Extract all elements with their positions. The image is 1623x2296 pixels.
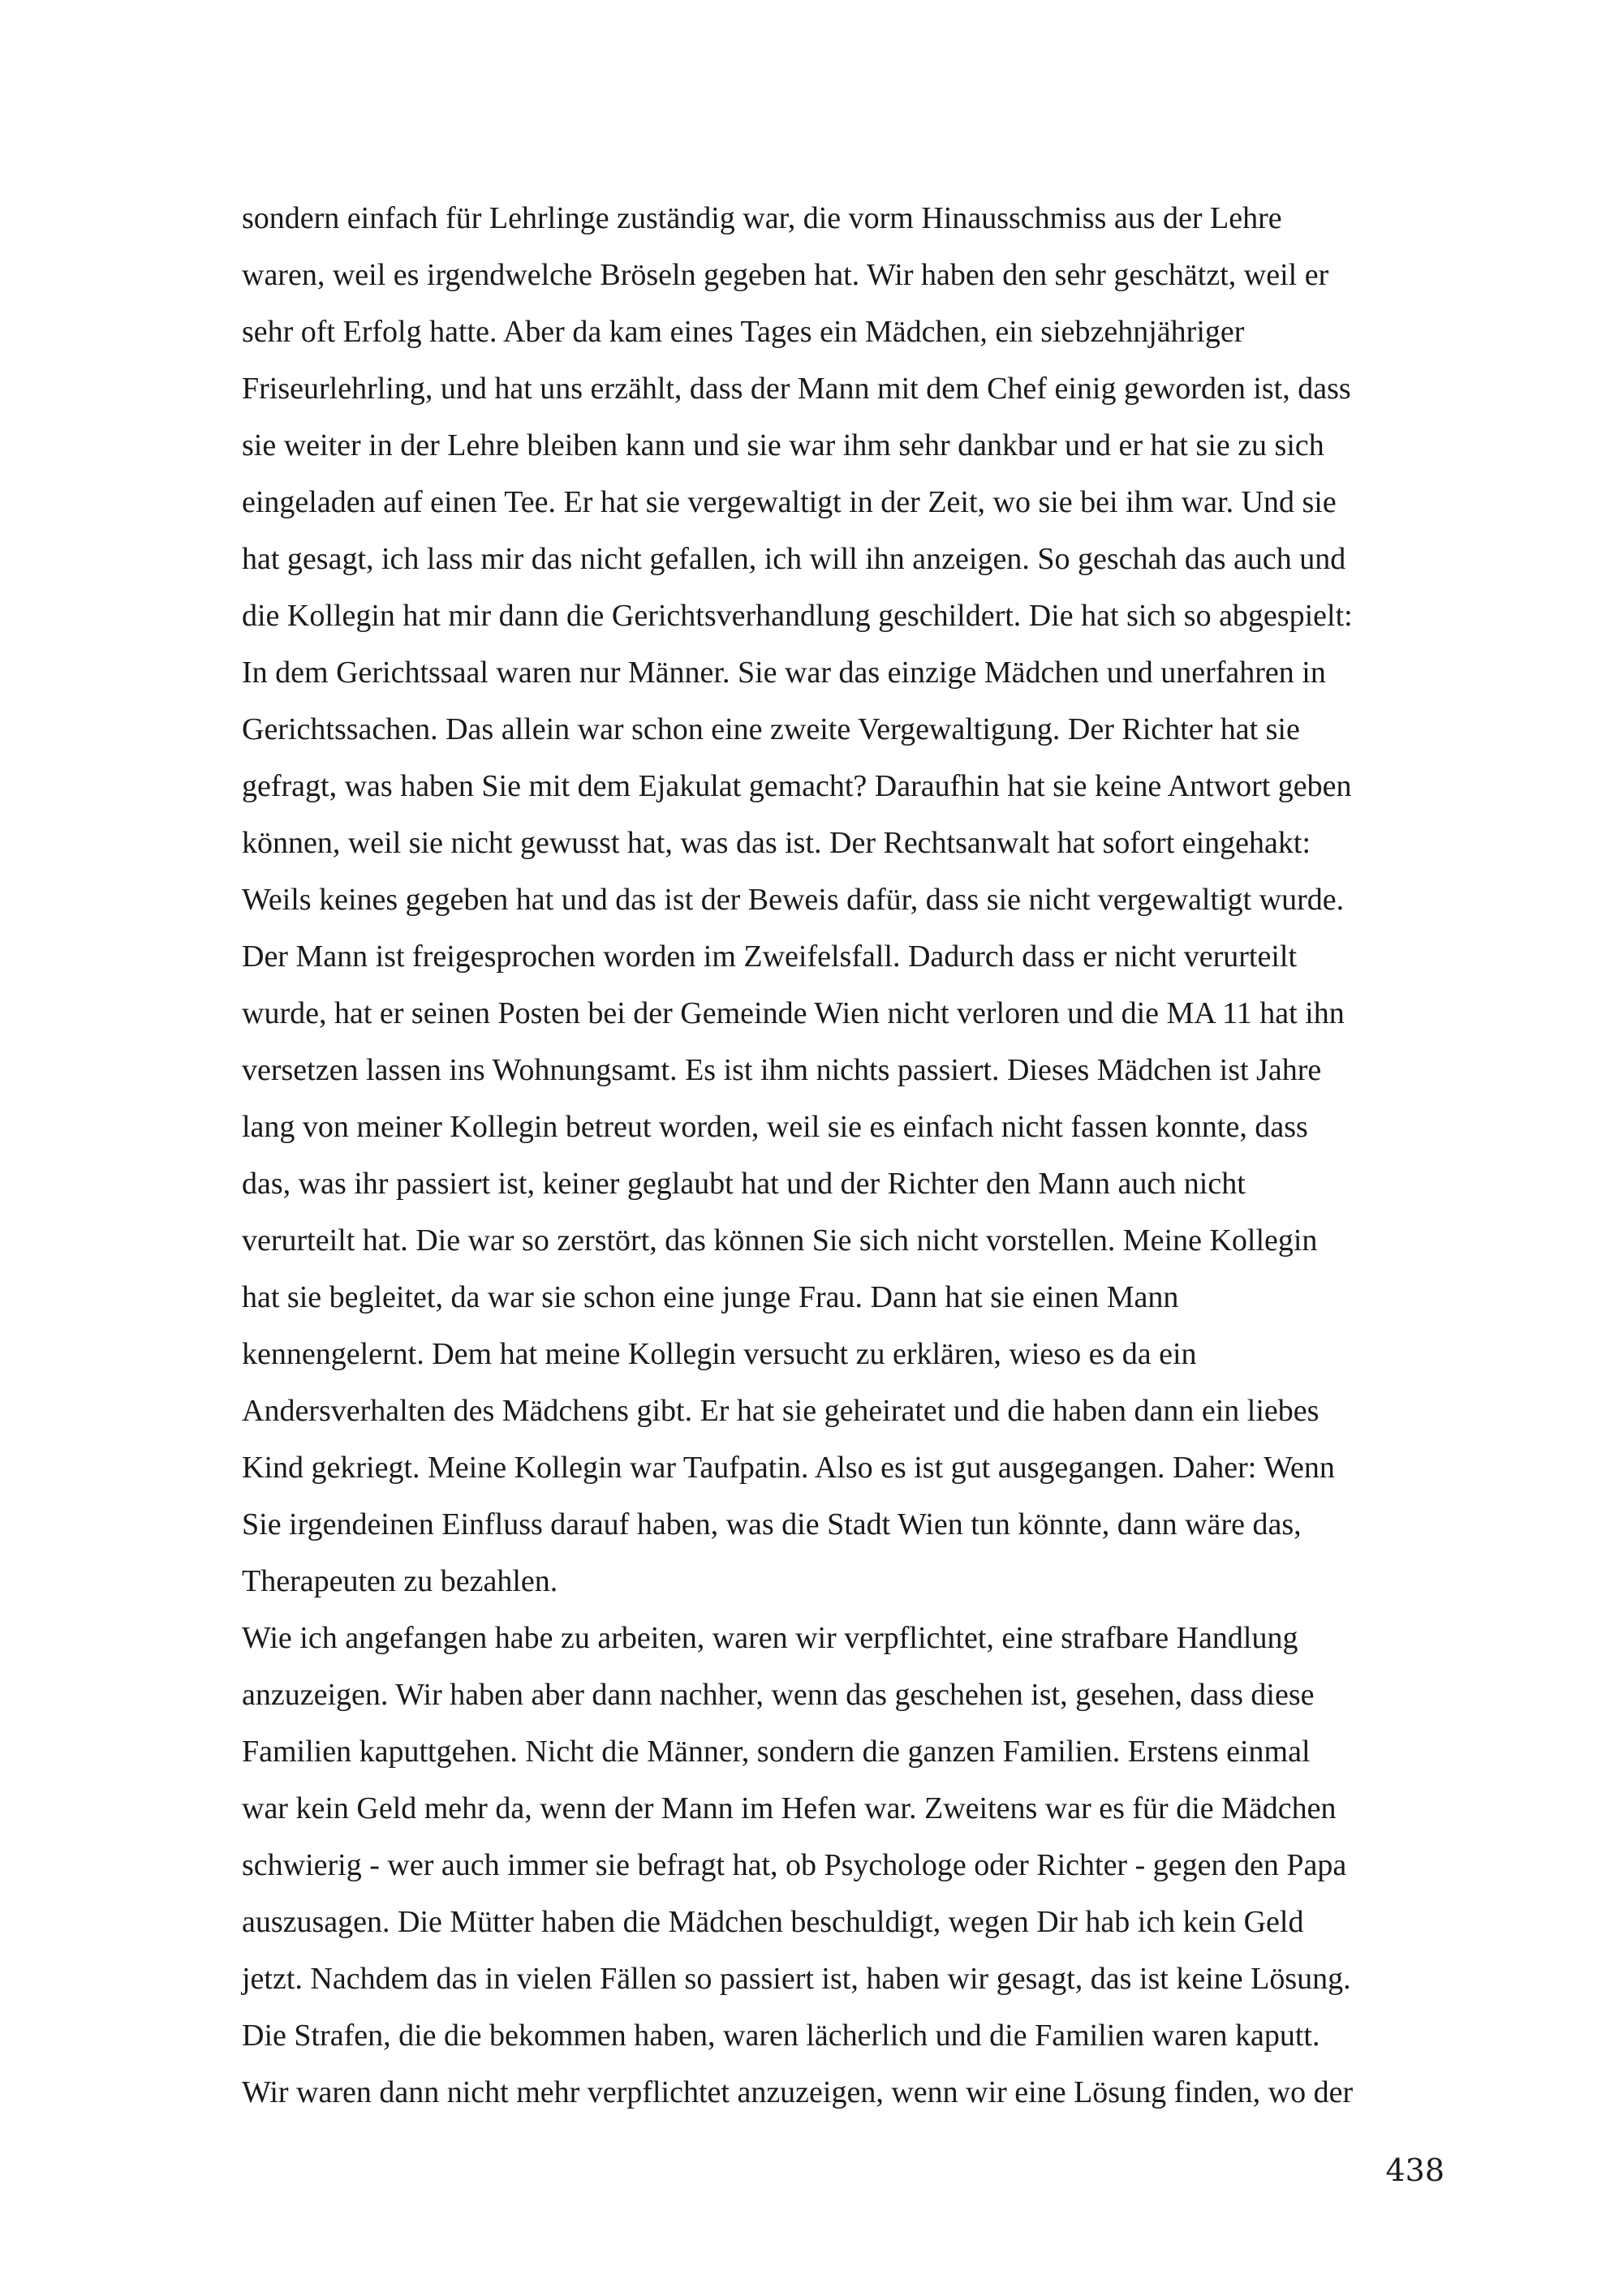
text-line: lang von meiner Kollegin betreut worden, weil sie es einfach nicht fassen konnte, dass xyxy=(242,1110,1308,1144)
text-line: Wir waren dann nicht mehr verpflichtet anzuzeigen, wenn wir eine Lösung finden, wo der xyxy=(242,2075,1354,2109)
text-line: Weils keines gegeben hat und das ist der Beweis dafür, dass sie nicht vergewaltigt wurde. xyxy=(242,883,1345,917)
text-line: auszusagen. Die Mütter haben die Mädchen beschuldigt, wegen Dir hab ich kein Geld xyxy=(242,1905,1304,1939)
page-number: 438 xyxy=(1385,2152,1444,2188)
text-line: versetzen lassen ins Wohnungsamt. Es ist ihm nichts passiert. Dieses Mädchen ist Jahre xyxy=(242,1053,1322,1087)
text-line: Gerichtssachen. Das allein war schon eine zweite Vergewaltigung. Der Richter hat sie xyxy=(242,712,1300,746)
text-line: wurde, hat er seinen Posten bei der Gemeinde Wien nicht verloren und die MA 11 hat ihn xyxy=(242,996,1345,1030)
text-line: jetzt. Nachdem das in vielen Fällen so passiert ist, haben wir gesagt, das ist keine Lösung. xyxy=(242,1962,1351,1996)
body-text xyxy=(242,190,1459,2121)
text-line: Friseurlehrling, und hat uns erzählt, dass der Mann mit dem Chef einig geworden ist, dass xyxy=(242,372,1351,406)
text-line: Therapeuten zu bezahlen. xyxy=(242,1564,558,1598)
text-line: sie weiter in der Lehre bleiben kann und sie war ihm sehr dankbar und er hat sie zu sich xyxy=(242,428,1324,462)
text-line: das, was ihr passiert ist, keiner geglaubt hat und der Richter den Mann auch nicht xyxy=(242,1167,1246,1201)
text-line: In dem Gerichtssaal waren nur Männer. Sie war das einzige Mädchen und unerfahren in xyxy=(242,656,1326,690)
text-line: Andersverhalten des Mädchens gibt. Er hat sie geheiratet und die haben dann ein liebes xyxy=(242,1394,1319,1428)
text-line: gefragt, was haben Sie mit dem Ejakulat gemacht? Daraufhin hat sie keine Antwort geben xyxy=(242,769,1352,803)
text-line: kennengelernt. Dem hat meine Kollegin versucht zu erklären, wieso es da ein xyxy=(242,1337,1197,1371)
text-line: waren, weil es irgendwelche Bröseln gegeben hat. Wir haben den sehr geschätzt, weil er xyxy=(242,258,1329,292)
text-line: Familien kaputtgehen. Nicht die Männer, sondern die ganzen Familien. Erstens einmal xyxy=(242,1735,1311,1769)
text-line: eingeladen auf einen Tee. Er hat sie vergewaltigt in der Zeit, wo sie bei ihm war. Und sie xyxy=(242,485,1337,519)
text-line: können, weil sie nicht gewusst hat, was das ist. Der Rechtsanwalt hat sofort eingehakt: xyxy=(242,826,1311,860)
text-line: anzuzeigen. Wir haben aber dann nachher, wenn das geschehen ist, gesehen, dass diese xyxy=(242,1678,1315,1712)
text-line: verurteilt hat. Die war so zerstört, das können Sie sich nicht vorstellen. Meine Kollegin xyxy=(242,1223,1318,1258)
text-line: die Kollegin hat mir dann die Gerichtsverhandlung geschildert. Die hat sich so abgespielt: xyxy=(242,599,1353,633)
text-line: Der Mann ist freigesprochen worden im Zweifelsfall. Dadurch dass er nicht verurteilt xyxy=(242,939,1297,974)
text-line: Wie ich angefangen habe zu arbeiten, waren wir verpflichtet, eine strafbare Handlung xyxy=(242,1621,1298,1655)
text-line: Die Strafen, die die bekommen haben, waren lächerlich und die Familien waren kaputt. xyxy=(242,2019,1320,2053)
text-line: Kind gekriegt. Meine Kollegin war Taufpatin. Also es ist gut ausgegangen. Daher: Wenn xyxy=(242,1451,1335,1485)
text-line: war kein Geld mehr da, wenn der Mann im Hefen war. Zweitens war es für die Mädchen xyxy=(242,1791,1337,1825)
text-line: Sie irgendeinen Einfluss darauf haben, was die Stadt Wien tun könnte, dann wäre das, xyxy=(242,1507,1302,1541)
text-line: hat gesagt, ich lass mir das nicht gefallen, ich will ihn anzeigen. So geschah das auch und xyxy=(242,542,1346,576)
text-line: hat sie begleitet, da war sie schon eine junge Frau. Dann hat sie einen Mann xyxy=(242,1280,1179,1314)
text-line: sehr oft Erfolg hatte. Aber da kam eines Tages ein Mädchen, ein siebzehnjähriger xyxy=(242,315,1245,349)
text-line: schwierig - wer auch immer sie befragt hat, ob Psychologe oder Richter - gegen den Papa xyxy=(242,1848,1347,1882)
text-line: sondern einfach für Lehrlinge zuständig war, die vorm Hinausschmiss aus der Lehre xyxy=(242,201,1282,235)
